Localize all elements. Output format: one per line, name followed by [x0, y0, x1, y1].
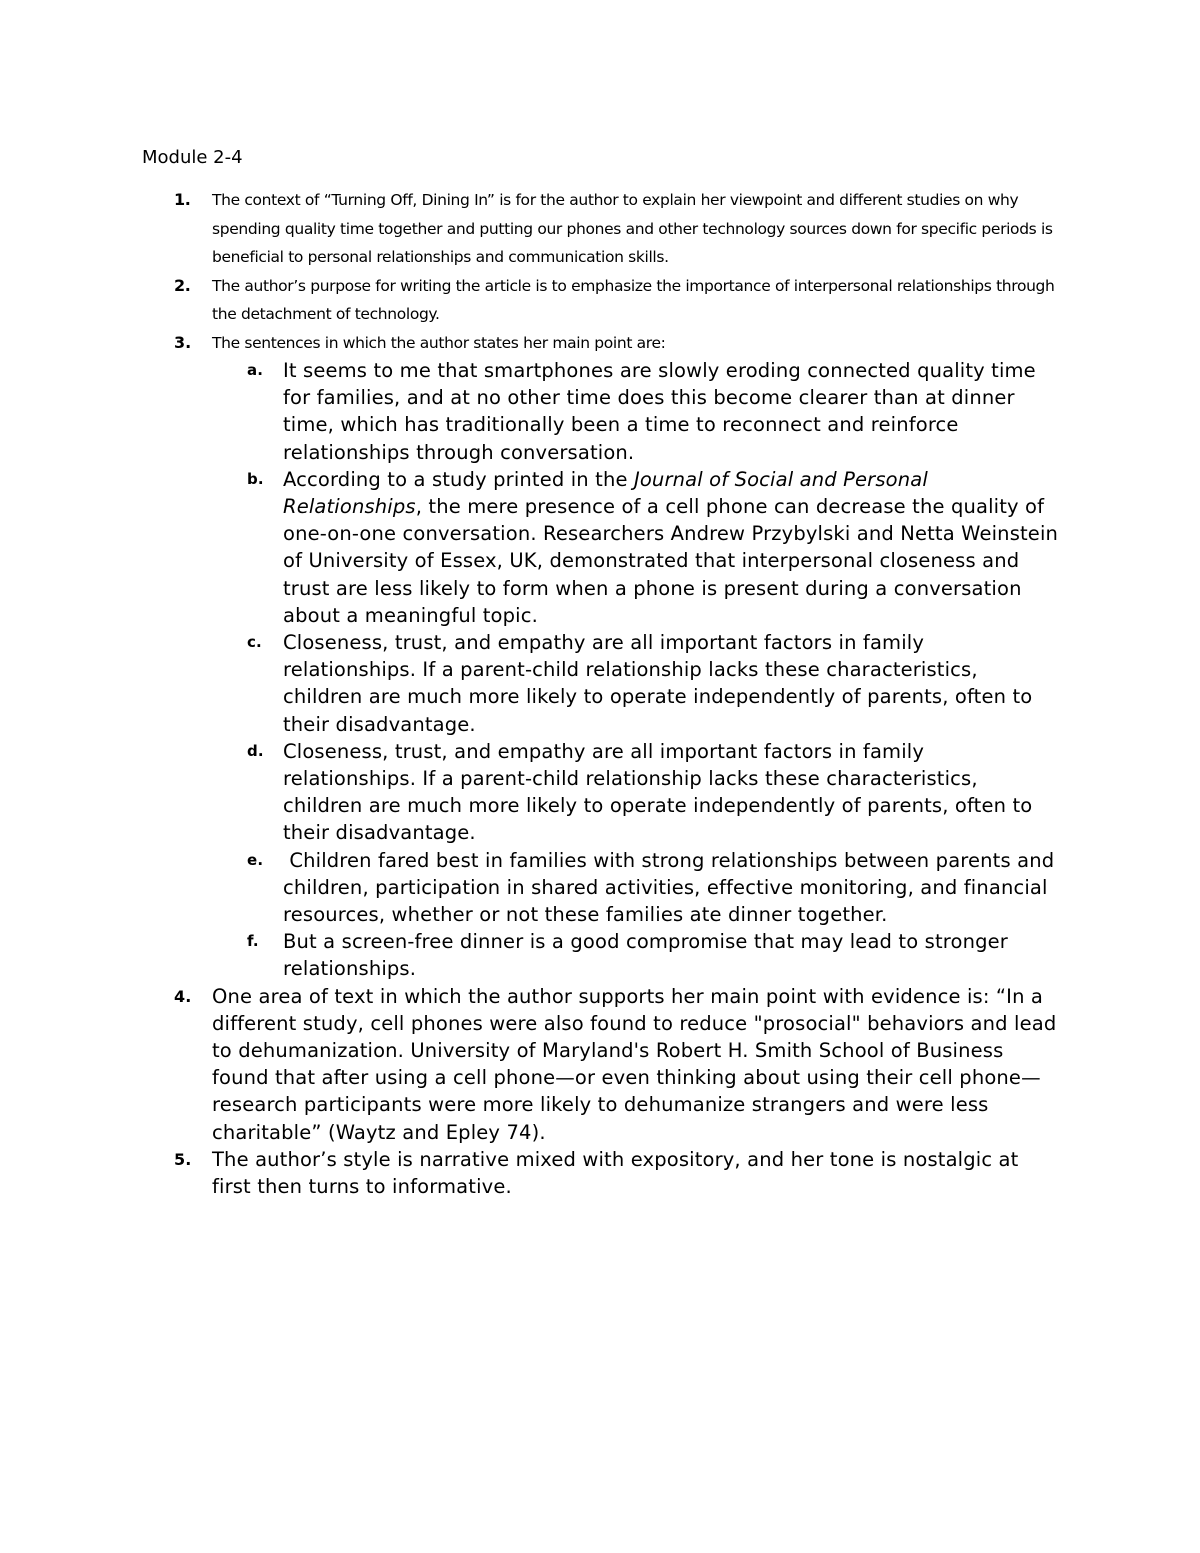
list-item-text: One area of text in which the author supports her main point with evidence is: “In a different study, cell phones were also found to reduce "prosocial" behaviors and lead to dehumanization. University of Maryland's Robert H. Smith School of Business found that after using a cell phone—or even thinking about using their cell phone—research participants were more likely to dehumanize strangers and were less charitable” (Waytz and Epley 74). — [212, 984, 1057, 1144]
sublist-item-a — [142, 357, 1062, 466]
list-item-text: The author’s style is narrative mixed with expository, and her tone is nostalgic at first then turns to informative. — [212, 1147, 1019, 1199]
sublist-item-f — [142, 928, 1062, 982]
sublist-item-e — [142, 847, 1062, 929]
list-item-1 — [142, 186, 1062, 272]
list-number: 1. — [174, 190, 191, 209]
text-segment: According to a study printed in the — [283, 467, 634, 491]
sublist-letter: c. — [247, 633, 262, 652]
text-segment: , the mere presence of a cell phone can decrease the quality of one-on-one conversation. Researchers Andrew Przybylski and Netta Weinstein of University of Essex, UK, demonstrated that interpersonal closeness and trust are less likely to form when a phone is present during a conversation about a meaningful topic. — [283, 495, 1059, 627]
sublist-item-text: Closeness, trust, and empathy are all important factors in family relationships. If a parent-child relationship lacks these characteristics, children are much more likely to operate independently of parents, often to their disadvantage. — [283, 631, 1033, 736]
numbered-list — [142, 186, 1062, 1200]
list-item-text: The sentences in which the author states her main point are: — [212, 333, 666, 352]
list-item-5 — [142, 1146, 1062, 1200]
list-number: 2. — [174, 275, 191, 295]
list-item-3 — [142, 329, 1062, 983]
sublist-letter: b. — [247, 469, 264, 488]
sublist-letter: f. — [247, 932, 259, 951]
sublist-letter: a. — [247, 361, 264, 379]
document-title: Module 2-4 — [142, 147, 243, 168]
lettered-sublist — [142, 357, 1062, 983]
sublist-item-d — [142, 738, 1062, 847]
journal-title: Journal of Social and Personal Relationships — [283, 467, 928, 519]
list-item-2 — [142, 272, 1062, 329]
list-item-text: The author’s purpose for writing the article is to emphasize the importance of interpersonal relationships through the detachment of technology. — [212, 276, 1055, 323]
list-item-text: The context of “Turning Off, Dining In” is for the author to explain her viewpoint and different studies on why spending quality time together and putting our phones and other technology sources down for specific periods is beneficial to personal relationships and communication skills. — [212, 191, 1053, 266]
list-item-4 — [142, 983, 1062, 1146]
sublist-item-text — [283, 466, 1062, 629]
sublist-item-text: Children fared best in families with strong relationships between parents and children, participation in shared activities, effective monitoring, and financial resources, whether or not these families ate dinner together. — [283, 848, 1061, 927]
sublist-item-text: But a screen-free dinner is a good compromise that may lead to stronger relationships. — [283, 930, 1008, 981]
list-number: 4. — [174, 986, 192, 1006]
sublist-letter: d. — [247, 741, 264, 760]
sublist-item-text: It seems to me that smartphones are slowly eroding connected quality time for families, and at no other time does this become clearer than at dinner time, which has traditionally been a time to reconnect and reinforce relationships through conversation. — [283, 359, 1036, 464]
sublist-item-text: Closeness, trust, and empathy are all important factors in family relationships. If a parent-child relationship lacks these characteristics, children are much more likely to operate independently of parents, often to their disadvantage. — [283, 739, 1033, 845]
sublist-item-c — [142, 629, 1062, 738]
sublist-letter: e. — [247, 850, 264, 869]
list-number: 3. — [174, 332, 192, 352]
sublist-item-b — [142, 466, 1062, 629]
list-number: 5. — [174, 1149, 192, 1169]
